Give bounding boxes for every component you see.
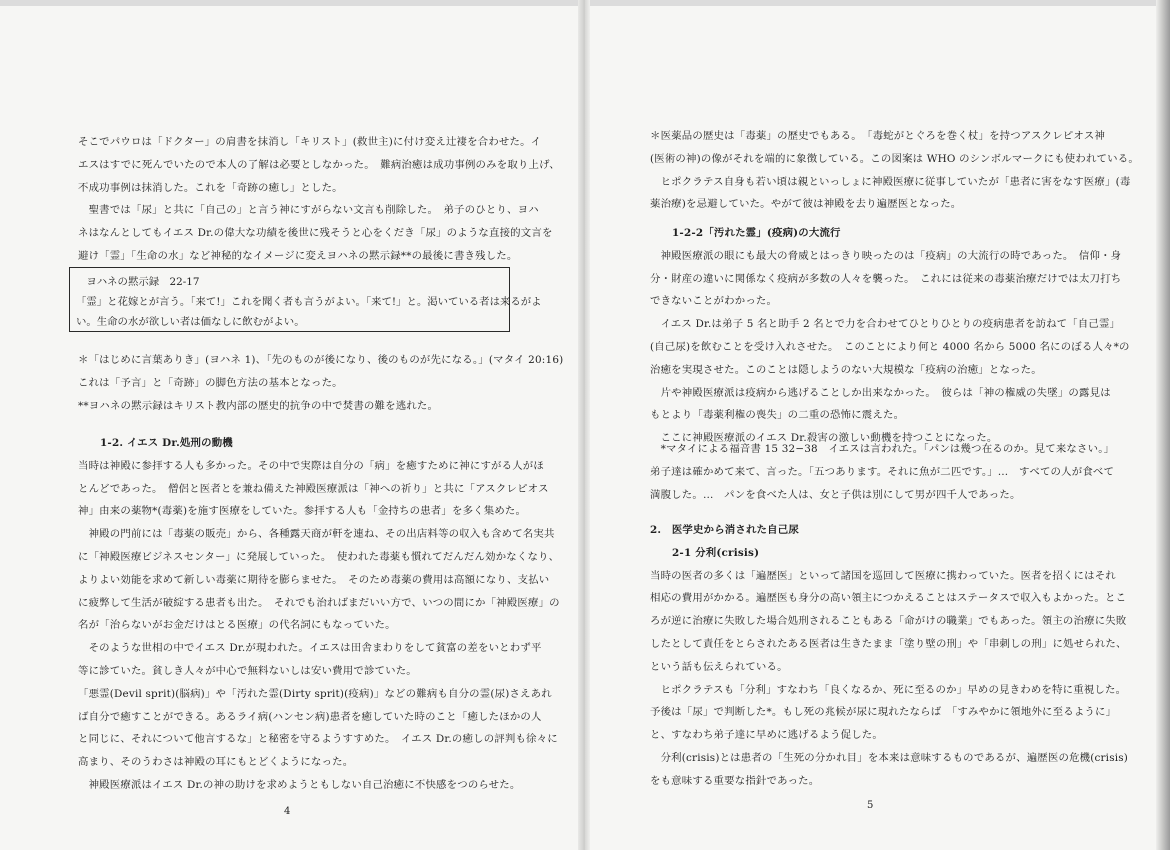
page-edge-shadow <box>1156 0 1170 850</box>
body-line: に「神殿医療ビジネスセンター」に発展していった。 使われた毒薬も慣れてだんだん効かなくなり、 <box>78 550 560 563</box>
body-line: 治癒を実現させた。このことは隠しようのない大規模な「疫病の治癒」となった。 <box>650 363 1042 376</box>
body-line: 等に診ていた。貧しき人々が中心で無料ないしは安い費用で診ていた。 <box>78 664 417 677</box>
footnote-line: *マタイによる福音書 15 32−38 イエスは言われた。「パンは幾つ在るのか。見て来なさい。」 <box>650 443 1115 455</box>
body-line: 当時の医者の多くは「遍歴医」といって諸国を巡回して医療に携わっていた。医者を招くにはそれ <box>650 569 1116 582</box>
body-line: 名が「治らないがお金だけはとる医療」の代名詞にもなっていた。 <box>78 619 396 632</box>
right-section-2 <box>650 519 1128 793</box>
body-line: 高まり、そのうわさは神殿の耳にもとどくようになった。 <box>78 756 354 769</box>
body-line: とんどであった。 僧侶と医者とを兼ね備えた神殿医療派は「神への祈り」と共に「アスクレピオス <box>78 482 549 495</box>
body-line: もとより「毒薬利権の喪失」の二重の恐怖に震えた。 <box>650 409 905 422</box>
body-line: という話も伝えられている。 <box>650 660 788 673</box>
footnote-line: これは「予言」と「奇跡」の脚色方法の基本となった。 <box>78 376 343 389</box>
body-line: ヒポクラテス自身も若い頃は親といっしょに神殿医療に従事していたが「患者に害をなす医療」(毒 <box>650 175 1131 188</box>
body-line: ここに神殿医療派のイエス Dr.殺害の激しい動機を持つことになった。 <box>650 432 998 445</box>
body-line: ヒポクラテスも「分利」すなわち「良くなるか、死に至るのか」早めの見きわめを特に重視した。 <box>650 683 1127 696</box>
quote-line: い。生命の水が欲しい者は価なしに飲むがよい。 <box>76 316 305 328</box>
section-heading: 1-2. イエス Dr.処刑の動機 <box>100 437 233 449</box>
body-line: 薬治療)を忌避していた。やがて彼は神殿を去り遍歴医となった。 <box>650 198 962 211</box>
body-line: 神殿の門前には「毒薬の販売」から、各種露天商が軒を連ね、その出店料等の収入も含めて名実共 <box>78 528 555 541</box>
quote-title: ヨハネの黙示録 22-17 <box>76 276 200 288</box>
body-line: ＊医薬品の歴史は「毒薬」の歴史でもある。 「毒蛇がとぐろを巻く杖」を持つアスクレピオス神 <box>650 130 1106 142</box>
footnote-line: 弟子達は確かめて来て、言った。「五つあります。それに魚が二匹です。」… すべての人が食べて <box>650 465 1115 478</box>
body-line: に疲弊して生活が破綻する患者も出た。 それでも治ればまだいい方で、いつの間にか「神殿医療」の <box>78 596 560 609</box>
body-line: 神」由来の薬物*(毒薬)を施す医療をしていた。参拝する人も「金持ちの患者」を多く集めた。 <box>78 505 527 518</box>
subsection-heading: 1-2-2「汚れた霊」(疫病)の大流行 <box>672 227 841 239</box>
left-para1-line: そこでパウロは「ドクター」の肩書を抹消し「キリスト」(救世主)に付け変え辻褄を合わせた。イ <box>78 136 542 148</box>
page-number: 5 <box>867 800 874 811</box>
body-line: できないことがわかった。 <box>650 295 778 308</box>
right-note <box>650 438 1114 506</box>
book-spine <box>578 0 590 850</box>
footnote-line: ＊「はじめに言葉ありき」(ヨハネ 1)、「先のものが後になり、後のものが先になる。」(マタイ 20:16) <box>78 354 564 366</box>
body-line: 片や神殿医療派は疫病から逃げることしか出来なかった。 彼らは「神の権威の失墜」の露見は <box>650 386 1111 399</box>
revelation-quote-box <box>69 267 542 332</box>
body-line: したとして責任をとらされたある医者は生きたまま「塗り壁の刑」や「串刺しの刑」に処せられた、 <box>650 637 1127 650</box>
body-line: 当時は神殿に参拝する人も多かった。その中で実際は自分の「病」を癒すために神にすがる人がほ <box>78 459 544 472</box>
body-line: と、すなわち弟子達に早めに逃げるよう促した。 <box>650 729 883 742</box>
body-line: 「悪霊(Devil sprit)(脳病)」や「汚れた霊(Dirty sprit)(疫病)」などの難病も自分の霊(尿)さえあれ <box>78 687 552 700</box>
body-line: イエス Dr.は弟子 5 名と助手 2 名とで力を合わせてひとりひとりの疫病患者を訪ねて「自己霊」 <box>650 318 1121 331</box>
left-page <box>0 6 584 850</box>
body-line: そのような世相の中でイエス Dr.が現われた。イエスは田舎まわりをして貧富の差をいとわず平 <box>78 642 542 655</box>
page-number: 4 <box>284 806 291 817</box>
left-section-1-2 <box>78 432 560 797</box>
body-line: 神殿医療派はイエス Dr.の神の助けを求めようともしない自己治癒に不快感をつのらせた。 <box>78 778 521 791</box>
quote-line: 「霊」と花嫁とが言う。「来て!」これを聞く者も言うがよい。「来て!」と。渇いている者は来るがよ <box>76 296 542 308</box>
body-line: (医術の神)の像がそれを端的に象徴している。この図案は WHO のシンボルマークにも使われている。 <box>650 152 1139 165</box>
right-intro <box>650 125 1139 216</box>
left-para2-line: 聖書では「尿」と共に「自己の」と言う神にすがらない文言も削除した。 弟子のひとり、ヨハ <box>78 204 539 217</box>
body-line: ば自分で癒すことができる。あるライ病(ハンセン病)患者を癒していた時のこと「癒したほかの人 <box>78 710 542 723</box>
body-line: 神殿医療派の眼にも最大の脅威とはっきり映ったのは「疫病」の大流行の時であった。 信仰・身 <box>650 249 1122 262</box>
left-para1-line: 不成功事例は抹消した。これを「奇跡の癒し」とした。 <box>78 181 343 194</box>
left-main-text <box>78 131 560 268</box>
body-line: よりよい効能を求めて新しい毒薬に期待を膨らませた。 そのため毒薬の費用は高額になり、支払い <box>78 573 550 586</box>
subsection-heading: 2-1 分利(crisis) <box>672 546 760 559</box>
footnote-line: **ヨハネの黙示録はキリスト教内部の歴史的抗争の中で焚書の難を逃れた。 <box>78 399 439 412</box>
body-line: と同じに、それについて他言するな」と秘密を守るようすすめた。 イエス Dr.の癒しの評判も徐々に <box>78 733 558 746</box>
body-line: ろが逆に治療に失敗した場合処刑されることもある「命がけの職業」でもあった。領主の治療に失敗 <box>650 615 1127 628</box>
body-line: 相応の費用がかかる。遍歴医も身分の高い領主につかえることはステータスで収入もよかった。とこ <box>650 592 1127 605</box>
body-line: 予後は「尿」で判断した*。もし死の兆候が尿に現れたならば 「すみやかに領地外に至るように」 <box>650 706 1117 719</box>
body-line: 分・財産の違いに関係なく疫病が多数の人々を襲った。 これには従来の毒薬治療だけでは太刀打ち <box>650 272 1122 285</box>
body-line: (自己尿)を飲むことを受け入れさせた。 このことにより何と 4000 名から 5000 名にのぼる人々*の <box>650 340 1130 353</box>
left-para2-line: 避け「霊」「生命の水」など神秘的なイメージに変えヨハネの黙示録**の最後に書き残した。 <box>78 249 518 262</box>
left-notes <box>78 349 563 417</box>
right-section-1-2-2 <box>650 222 1130 450</box>
left-para1-line: エスはすでに死んでいたので本人の了解は必要としなかった。 難病治癒は成功事例のみを取り上げ、 <box>78 158 560 171</box>
left-para2-line: ネはなんとしてもイエス Dr.の偉大な功績を後世に残そうと心をくだき「尿」のような直接的文言を <box>78 227 553 240</box>
body-line: をも意味する重要な指針であった。 <box>650 774 820 787</box>
footnote-line: 満腹した。… パンを食べた人は、女と子供は別にして男が四千人であった。 <box>650 488 1021 501</box>
section-heading: 2. 医学史から消された自己尿 <box>650 524 799 536</box>
body-line: 分利(crisis)とは患者の「生死の分かれ目」を本来は意味するものであるが、遍歴医の危機(crisis) <box>650 751 1129 764</box>
